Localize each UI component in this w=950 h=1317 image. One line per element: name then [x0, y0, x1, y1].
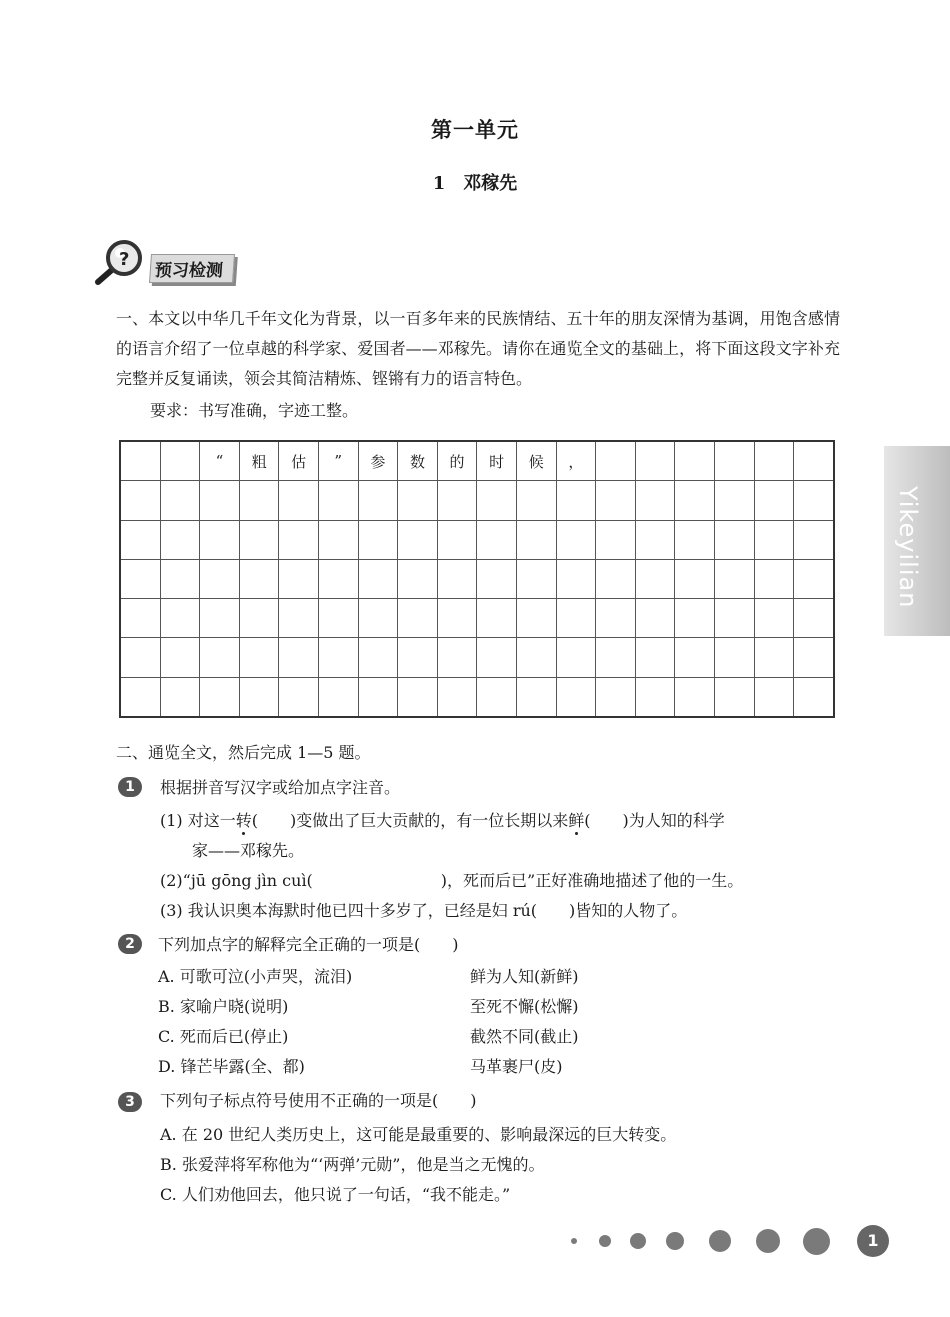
grid-cell[interactable] [714, 677, 754, 717]
grid-cell[interactable] [160, 441, 200, 481]
grid-cell[interactable] [200, 520, 240, 559]
grid-cell: 的 [437, 441, 477, 481]
grid-cell[interactable] [477, 599, 517, 638]
grid-cell[interactable] [200, 599, 240, 638]
grid-cell[interactable] [794, 441, 834, 481]
grid-cell[interactable] [200, 677, 240, 717]
grid-cell[interactable] [754, 520, 794, 559]
svg-text:?: ? [119, 249, 130, 270]
q2-option-b[interactable] [158, 994, 288, 1017]
q1-item-1-part-b: ( )变做出了巨大贡献的，有一位长期以来 [251, 811, 569, 830]
grid-cell[interactable] [120, 481, 160, 520]
grid-cell[interactable] [318, 677, 358, 717]
grid-cell[interactable] [516, 559, 556, 598]
option-label: C. [160, 1185, 177, 1204]
grid-cell[interactable] [358, 677, 398, 717]
option-left: 家喻户晓(说明) [179, 997, 289, 1016]
grid-cell[interactable] [556, 520, 596, 559]
grid-cell[interactable] [556, 677, 596, 717]
grid-cell[interactable] [754, 599, 794, 638]
grid-cell[interactable] [794, 599, 834, 638]
option-label: C. [158, 1027, 175, 1046]
q2-option-d[interactable] [158, 1054, 305, 1077]
grid-cell[interactable] [398, 520, 438, 559]
dotted-char: 鲜 [568, 811, 585, 830]
grid-cell[interactable] [358, 481, 398, 520]
grid-cell[interactable] [794, 559, 834, 598]
grid-row-3 [120, 520, 834, 559]
grid-cell[interactable] [398, 677, 438, 717]
q3-option-c[interactable] [160, 1182, 510, 1205]
grid-cell[interactable] [358, 638, 398, 677]
grid-cell[interactable] [794, 638, 834, 677]
grid-cell[interactable] [675, 520, 715, 559]
grid-cell[interactable] [279, 677, 319, 717]
grid-cell[interactable] [635, 441, 675, 481]
grid-cell[interactable] [239, 677, 279, 717]
option-label: B. [158, 997, 175, 1016]
grid-cell[interactable] [754, 441, 794, 481]
grid-cell[interactable] [279, 599, 319, 638]
grid-row-1 [120, 441, 834, 481]
grid-cell[interactable] [596, 481, 636, 520]
grid-cell[interactable] [160, 559, 200, 598]
grid-cell[interactable] [437, 559, 477, 598]
magnifier-question-icon [92, 238, 148, 288]
grid-cell[interactable] [516, 599, 556, 638]
grid-cell[interactable] [714, 481, 754, 520]
grid-cell: ” [318, 441, 358, 481]
grid-cell[interactable] [556, 599, 596, 638]
grid-cell[interactable] [279, 520, 319, 559]
q1-paragraph: 一、本文以中华几千年文化为背景，以一百多年来的民族情结、五十年的朋友深情为基调，用饱含感情的语言介绍了一位卓越的科学家、爱国者——邓稼先。请你在通览全文的基础上，将下面这段文字补充完整并反复诵读，领会其简洁精炼、铿锵有力的语言特色。 [116, 309, 840, 388]
grid-cell: 粗 [239, 441, 279, 481]
requirement: 要求：书写准确，字迹工整。 [150, 401, 359, 420]
decor-dot [666, 1232, 684, 1250]
grid-cell[interactable] [120, 599, 160, 638]
grid-cell[interactable] [160, 599, 200, 638]
q3-option-a[interactable] [160, 1122, 676, 1145]
decor-dot [803, 1228, 830, 1255]
option-label: A. [160, 1125, 177, 1144]
grid-cell[interactable] [120, 559, 160, 598]
q2-option-b-right: 至死不懈(松懈) [470, 997, 579, 1016]
grid-cell[interactable] [714, 559, 754, 598]
q2-option-a-right: 鲜为人知(新鲜) [470, 967, 579, 986]
lesson-name: 邓稼先 [463, 173, 518, 194]
grid-cell: ， [556, 441, 596, 481]
grid-cell[interactable] [318, 638, 358, 677]
grid-row-2 [120, 481, 834, 520]
option-label: A. [158, 967, 175, 986]
grid-cell[interactable] [477, 520, 517, 559]
option-label: D. [158, 1057, 176, 1076]
grid-cell[interactable] [160, 520, 200, 559]
grid-cell: 候 [516, 441, 556, 481]
grid-cell[interactable] [556, 481, 596, 520]
grid-cell[interactable] [516, 638, 556, 677]
option-text: 在 20 世纪人类历史上，这可能是最重要的、影响最深远的巨大转变。 [181, 1125, 677, 1144]
grid-cell[interactable] [437, 638, 477, 677]
grid-cell[interactable] [754, 677, 794, 717]
q3-option-b[interactable] [160, 1152, 544, 1175]
grid-row-6 [120, 638, 834, 677]
grid-cell[interactable] [596, 441, 636, 481]
grid-cell[interactable] [398, 559, 438, 598]
grid-cell[interactable] [318, 520, 358, 559]
grid-cell[interactable] [477, 481, 517, 520]
grid-cell[interactable] [754, 559, 794, 598]
grid-cell[interactable] [437, 520, 477, 559]
grid-cell[interactable] [398, 638, 438, 677]
grid-cell[interactable] [437, 677, 477, 717]
grid-cell[interactable] [477, 638, 517, 677]
grid-cell[interactable] [675, 638, 715, 677]
grid-cell[interactable] [279, 481, 319, 520]
grid-cell[interactable] [160, 638, 200, 677]
grid-cell[interactable] [398, 481, 438, 520]
grid-cell[interactable] [318, 481, 358, 520]
grid-row-7 [120, 677, 834, 717]
grid-cell[interactable] [635, 599, 675, 638]
grid-row-4 [120, 559, 834, 598]
grid-cell[interactable] [754, 638, 794, 677]
question-number-3: 3 [118, 1092, 142, 1112]
q2-option-c-right: 截然不同(截止) [470, 1027, 579, 1046]
grid-cell[interactable] [200, 638, 240, 677]
grid-cell[interactable] [477, 677, 517, 717]
grid-cell[interactable] [477, 559, 517, 598]
page-footer [560, 1225, 890, 1257]
grid-cell[interactable] [398, 599, 438, 638]
grid-cell[interactable] [596, 677, 636, 717]
option-text: 人们劝他回去，他只说了一句话，“我不能走。” [181, 1185, 511, 1204]
grid-cell[interactable] [635, 559, 675, 598]
q2-option-d-right: 马革裹尸(皮) [470, 1057, 563, 1076]
grid-cell[interactable] [160, 481, 200, 520]
question-number-1: 1 [118, 777, 142, 797]
grid-cell[interactable] [675, 559, 715, 598]
grid-cell: 数 [398, 441, 438, 481]
grid-cell[interactable] [279, 559, 319, 598]
grid-cell[interactable] [556, 638, 596, 677]
grid-cell[interactable] [675, 599, 715, 638]
grid-row-5 [120, 599, 834, 638]
grid-cell[interactable] [754, 481, 794, 520]
grid-cell[interactable] [714, 638, 754, 677]
grid-cell[interactable] [120, 638, 160, 677]
option-text: 张爱萍将军称他为“‘两弹’元勋”，他是当之无愧的。 [181, 1155, 545, 1174]
grid-cell[interactable] [516, 677, 556, 717]
page-number: 1 [857, 1225, 889, 1257]
grid-cell[interactable] [120, 520, 160, 559]
dotted-char: 转 [235, 811, 252, 830]
grid-cell[interactable] [200, 481, 240, 520]
grid-cell[interactable] [714, 441, 754, 481]
grid-cell[interactable] [279, 638, 319, 677]
grid-cell[interactable] [635, 638, 675, 677]
lesson-title [0, 169, 950, 195]
decor-dot [756, 1229, 780, 1253]
grid-cell[interactable] [794, 520, 834, 559]
option-left: 锋芒毕露(全、都) [180, 1057, 305, 1076]
grid-cell[interactable] [239, 599, 279, 638]
grid-cell[interactable] [160, 677, 200, 717]
grid-cell[interactable] [120, 677, 160, 717]
side-tab-text: Yikeyilian [894, 486, 922, 609]
grid-cell[interactable] [516, 520, 556, 559]
grid-cell[interactable] [714, 599, 754, 638]
q1-item-2: (2)“jū gōng jìn cuì( )，死而后已”正好准确地描述了他的一生。 [160, 871, 744, 890]
grid-cell[interactable] [596, 559, 636, 598]
grid-cell[interactable] [318, 559, 358, 598]
grid-cell[interactable] [635, 481, 675, 520]
grid-cell[interactable] [794, 481, 834, 520]
option-label: B. [160, 1155, 177, 1174]
q3-stem: 下列句子标点符号使用不正确的一项是( ) [160, 1091, 477, 1110]
section-label: 预习检测 [149, 254, 235, 283]
side-tab [884, 446, 950, 636]
question-number-2: 2 [118, 934, 142, 954]
q2-option-c[interactable] [158, 1024, 288, 1047]
option-left: 可歌可泣(小声哭，流泪) [179, 967, 353, 986]
option-left: 死而后已(停止) [179, 1027, 289, 1046]
grid-cell[interactable] [318, 599, 358, 638]
grid-cell[interactable] [239, 520, 279, 559]
grid-cell[interactable] [714, 520, 754, 559]
decor-dot [630, 1233, 646, 1249]
grid-cell[interactable] [239, 481, 279, 520]
unit-title: 第一单元 [431, 117, 519, 142]
grid-cell: “ [200, 441, 240, 481]
grid-cell[interactable] [437, 599, 477, 638]
grid-cell[interactable] [516, 481, 556, 520]
grid-cell[interactable] [358, 559, 398, 598]
grid-cell: 参 [358, 441, 398, 481]
grid-cell: 时 [477, 441, 517, 481]
grid-cell[interactable] [556, 559, 596, 598]
grid-cell[interactable] [794, 677, 834, 717]
q1-item-1-part-a: (1) 对这一 [160, 811, 236, 830]
grid-cell[interactable] [596, 520, 636, 559]
grid-cell[interactable] [239, 559, 279, 598]
decor-dot [709, 1230, 731, 1252]
q1-item-1-continued: 家——邓稼先。 [192, 841, 305, 860]
decor-dot [571, 1238, 577, 1244]
writing-grid[interactable] [119, 440, 835, 718]
grid-cell[interactable] [437, 481, 477, 520]
grid-cell[interactable] [675, 677, 715, 717]
q1-stem: 根据拼音写汉字或给加点字注音。 [160, 778, 401, 797]
q1-item-1-part-c: ( )为人知的科学 [584, 811, 725, 830]
q2-header: 二、通览全文，然后完成 1—5 题。 [116, 743, 371, 762]
lesson-number: 1 [432, 173, 446, 194]
grid-cell[interactable] [635, 520, 675, 559]
decor-dot [599, 1235, 611, 1247]
grid-cell[interactable] [239, 638, 279, 677]
grid-cell: 估 [279, 441, 319, 481]
section-banner [92, 238, 262, 286]
grid-cell[interactable] [596, 599, 636, 638]
q2-option-a[interactable] [158, 964, 352, 987]
grid-cell[interactable] [358, 599, 398, 638]
grid-cell[interactable] [358, 520, 398, 559]
q2-stem: 下列加点字的解释完全正确的一项是( ) [158, 935, 459, 954]
grid-cell[interactable] [635, 677, 675, 717]
grid-cell[interactable] [675, 481, 715, 520]
q1-item-3: (3) 我认识奥本海默时他已四十多岁了，已经是妇 rú( )皆知的人物了。 [160, 901, 688, 920]
grid-cell[interactable] [200, 559, 240, 598]
grid-cell[interactable] [675, 441, 715, 481]
grid-cell[interactable] [596, 638, 636, 677]
grid-cell[interactable] [120, 441, 160, 481]
q1-item-1 [160, 808, 725, 831]
